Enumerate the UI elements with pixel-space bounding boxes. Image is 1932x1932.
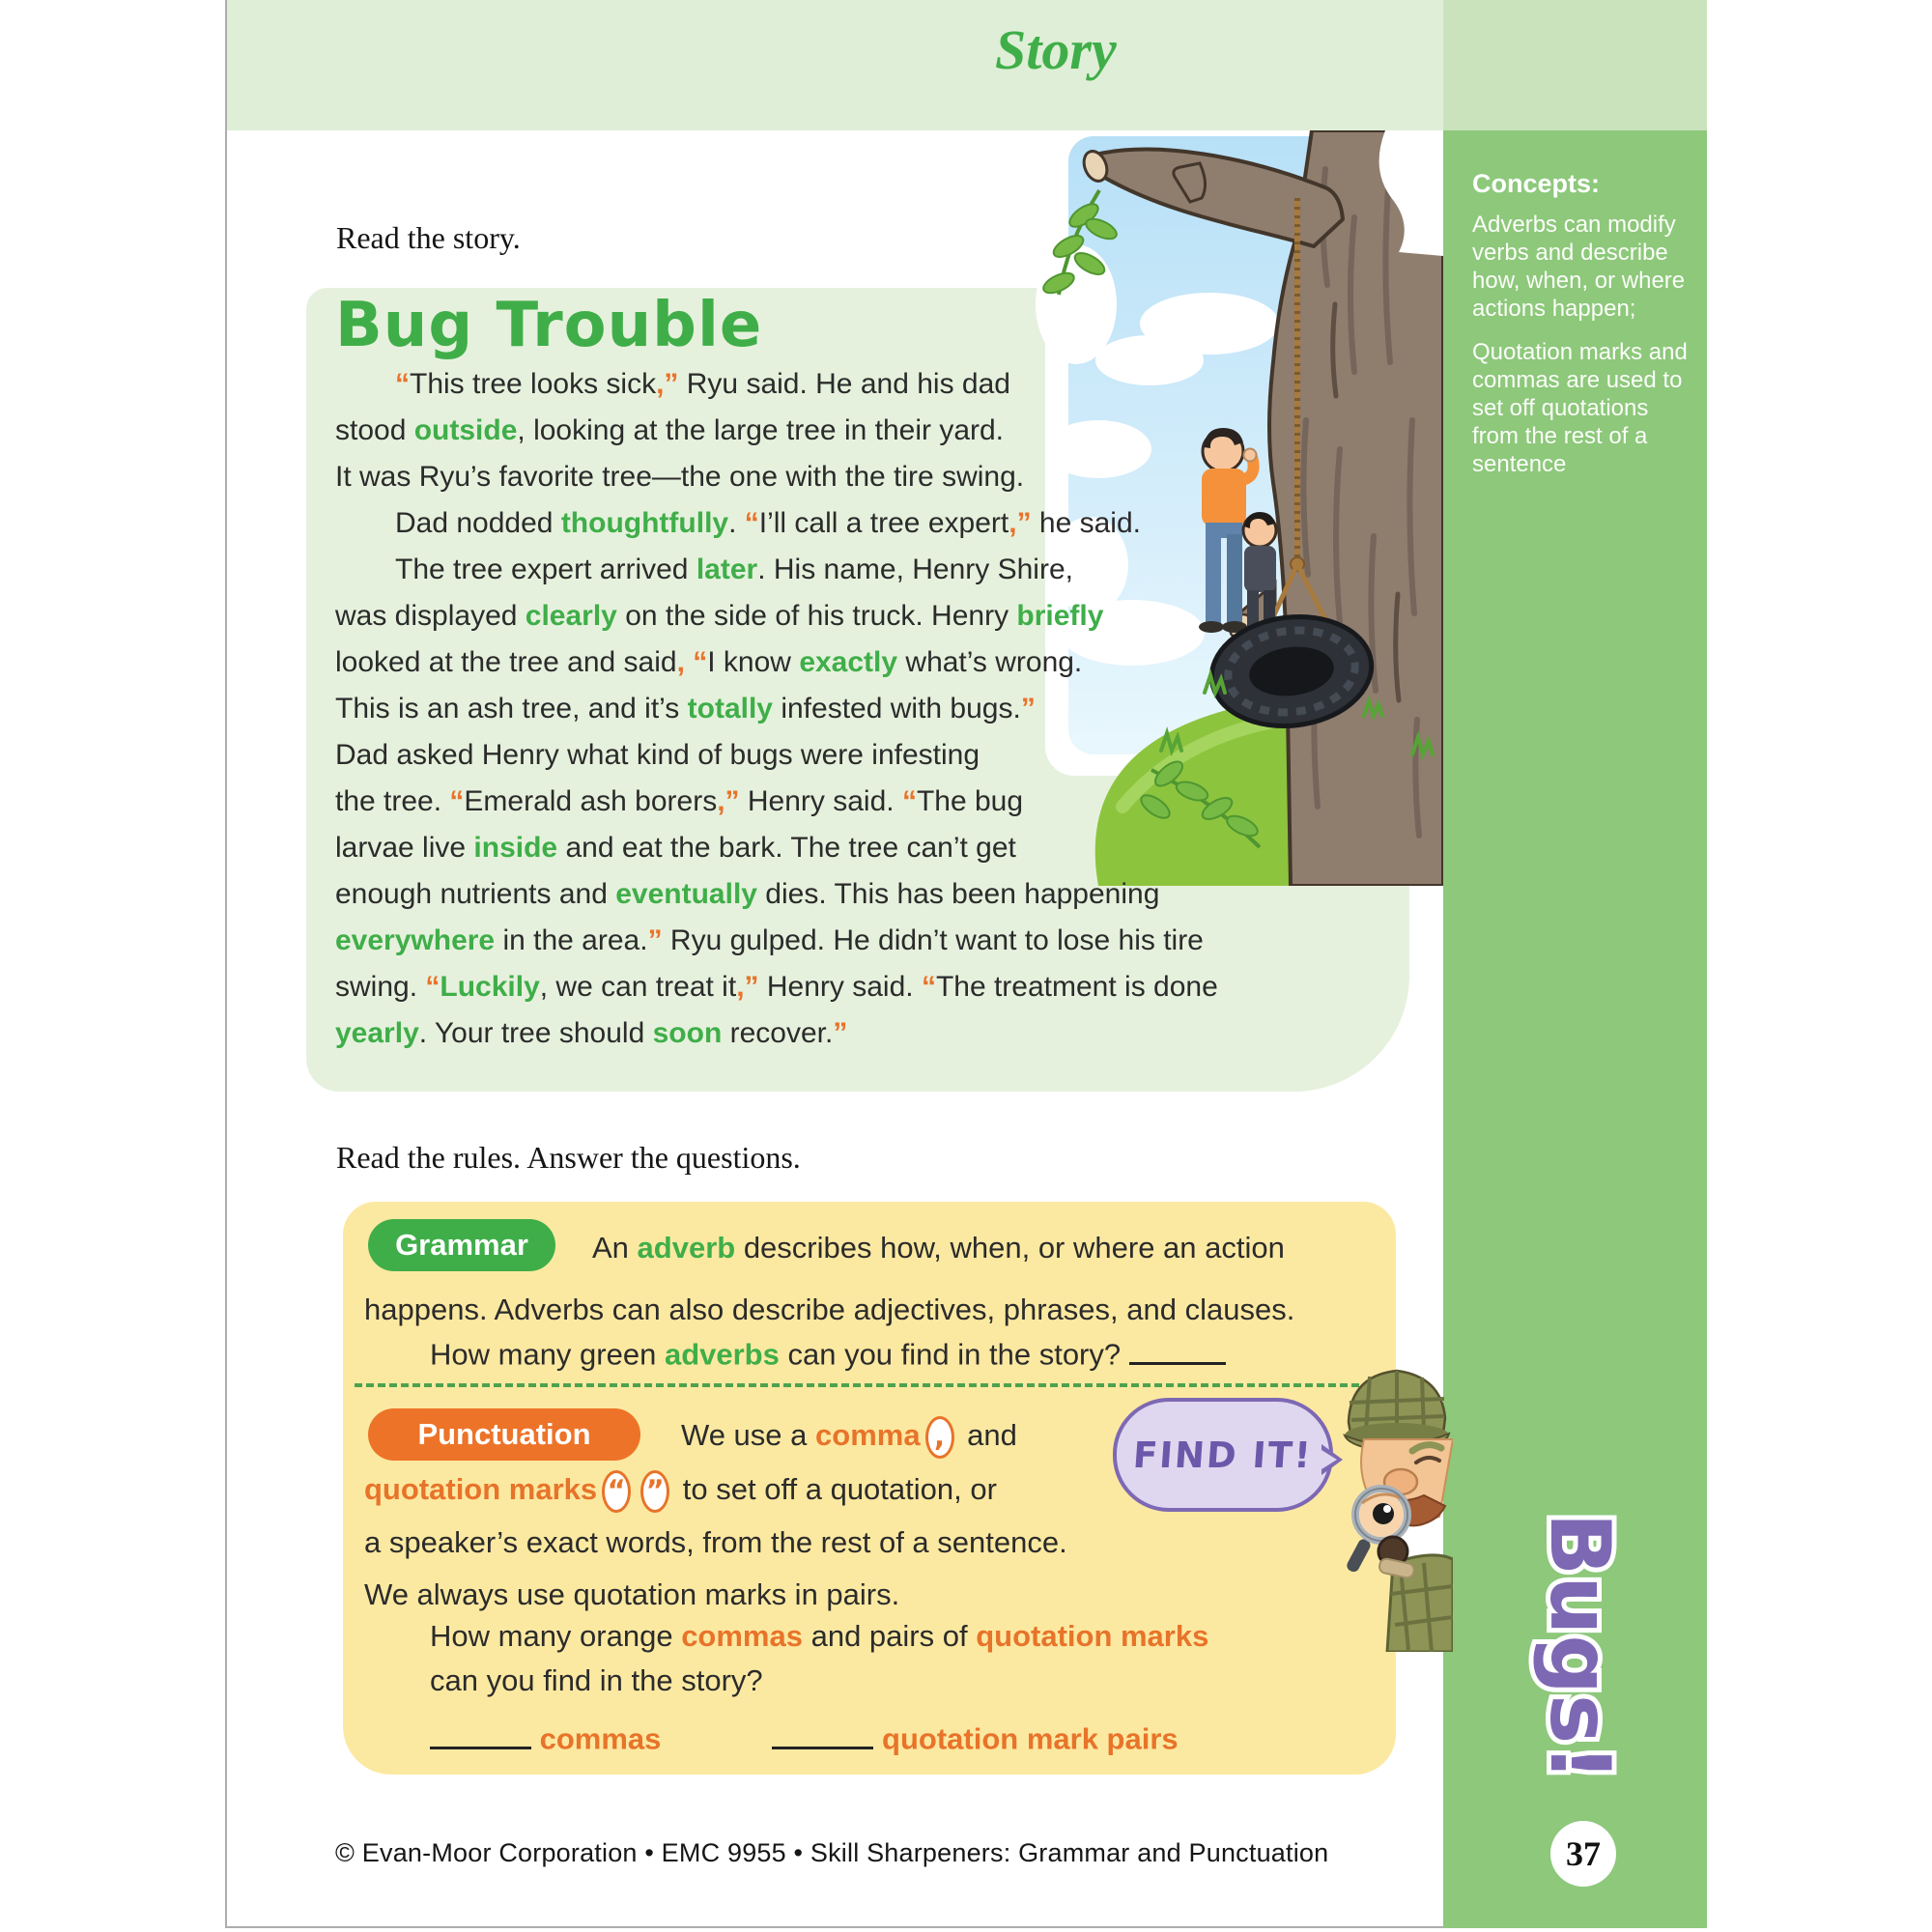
story-title: Bug Trouble (335, 290, 763, 361)
story-text-line (335, 361, 1417, 408)
story-text-line (335, 871, 1417, 918)
text-segment: dies. This has been happening (756, 878, 1160, 910)
text-segment: quotation marks (976, 1619, 1209, 1653)
punctuation-rule-line (364, 1574, 899, 1616)
text-segment: We use a (681, 1418, 816, 1452)
text-segment: Luckily (440, 971, 540, 1003)
text-segment: was displayed (335, 600, 526, 632)
story-text-line (335, 779, 1417, 825)
header-band-right (1443, 0, 1707, 130)
punctuation-rule-line (681, 1414, 1017, 1459)
close-quote: ” (833, 1017, 848, 1049)
story-text-line (335, 918, 1417, 964)
story-text-line (335, 639, 1417, 686)
text-segment: yearly (335, 1017, 419, 1049)
text-segment: , looking at the large tree in their yard. (517, 414, 1005, 446)
text-segment: , (1009, 507, 1017, 539)
header-band (227, 0, 1443, 130)
text-segment: The treatment is done (935, 971, 1218, 1003)
punctuation-badge: Punctuation (368, 1408, 640, 1461)
answer-blank[interactable] (1129, 1333, 1226, 1365)
answer-blank[interactable] (772, 1718, 873, 1749)
text-segment: swing. (335, 971, 426, 1003)
grammar-badge: Grammar (368, 1219, 555, 1271)
story-text-line (335, 500, 1417, 547)
story-text-line (335, 825, 1417, 871)
close-quote-icon (640, 1470, 669, 1513)
text-segment: and eat the bark. The tree can’t get (557, 832, 1016, 864)
text-segment: Dad asked Henry what kind of bugs were infesting (335, 739, 980, 771)
story-text-line (335, 547, 1417, 593)
open-quote: “ (449, 785, 465, 817)
story-text (335, 361, 1417, 1057)
text-segment: a speaker’s exact words, from the rest of a sentence. (364, 1525, 1067, 1559)
text-segment: . (728, 507, 745, 539)
answer-blank[interactable] (430, 1718, 531, 1749)
find-it-speech-bubble (1113, 1398, 1333, 1512)
close-quote: ” (1016, 507, 1032, 539)
text-segment: clearly (525, 600, 617, 632)
open-quote: “ (693, 646, 708, 678)
concepts-content (1472, 169, 1690, 494)
text-segment: can you find in the story? (430, 1663, 763, 1697)
text-segment: the tree. (335, 785, 450, 817)
text-segment: happens. Adverbs can also describe adjectives, phrases, and clauses. (364, 1293, 1295, 1326)
text-segment: exactly (799, 646, 898, 678)
text-segment: Ryu said. He and his dad (678, 368, 1010, 400)
open-quote: “ (425, 971, 440, 1003)
close-quote: ” (664, 368, 679, 400)
concept-item: Adverbs can modify verbs and describe how, when, or where actions happen; (1472, 212, 1686, 322)
text-segment: later (696, 554, 758, 585)
punctuation-rule-line (364, 1521, 1067, 1564)
text-segment: inside (473, 832, 558, 864)
text-segment: eventually (615, 878, 757, 910)
text-segment: Emerald ash borers (464, 785, 718, 817)
story-text-line (335, 593, 1417, 639)
text-segment: everywhere (335, 924, 496, 956)
instruction-read-rules: Read the rules. Answer the questions. (336, 1140, 801, 1175)
text-segment: We always use quotation marks in pairs. (364, 1577, 900, 1611)
punctuation-question (430, 1660, 763, 1702)
bugs-label: Bugs! (1531, 1512, 1628, 1782)
unit-label-vertical (1512, 1488, 1647, 1806)
glyph: ” (645, 1474, 665, 1508)
text-segment: totally (687, 693, 773, 724)
find-it-label: FIND IT! (1131, 1434, 1315, 1476)
text-segment: This is an ash tree, and it’s (335, 693, 688, 724)
close-quote: ” (647, 924, 663, 956)
text-segment: Dad nodded (395, 507, 561, 539)
text-segment: what’s wrong. (897, 646, 1083, 678)
detective-illustration (1337, 1362, 1453, 1652)
text-segment: , (717, 785, 725, 817)
text-segment: I know (707, 646, 800, 678)
text-segment: commas (681, 1619, 803, 1653)
text-segment: and pairs of (802, 1619, 977, 1653)
grammar-rule-line (364, 1289, 1294, 1331)
text-segment: Ryu gulped. He didn’t want to lose his tire (662, 924, 1204, 956)
text-segment: he said. (1031, 507, 1141, 539)
concept-item: Quotation marks and commas are used to set off quotations from the rest of a sentence (1472, 339, 1688, 477)
text-segment: looked at the tree and said (335, 646, 677, 678)
text-segment: Henry said. (758, 971, 922, 1003)
text-segment: describes how, when, or where an action (735, 1231, 1285, 1264)
text-segment (531, 1722, 540, 1756)
grammar-question (430, 1333, 1226, 1377)
close-quote: ” (744, 971, 759, 1003)
text-segment: thoughtfully (560, 507, 729, 539)
text-segment: briefly (1016, 600, 1104, 632)
text-segment: adverb (637, 1231, 736, 1264)
text-segment: outside (413, 414, 518, 446)
text-segment: , (676, 646, 694, 678)
text-segment: This tree looks sick (410, 368, 657, 400)
open-quote: “ (921, 971, 936, 1003)
text-segment: soon (652, 1017, 723, 1049)
text-segment: can you find in the story? (779, 1337, 1129, 1372)
text-segment: adverbs (664, 1337, 780, 1372)
text-segment: The bug (916, 785, 1024, 817)
page-number-badge (1550, 1821, 1616, 1887)
text-segment: An (592, 1231, 638, 1264)
text-segment: quotation mark pairs (882, 1721, 1179, 1756)
magnified-eye (1373, 1503, 1394, 1524)
close-quote: ” (1020, 693, 1036, 724)
punctuation-question (430, 1615, 1208, 1658)
open-quote: “ (395, 368, 410, 400)
text-segment: , (736, 971, 745, 1003)
page-section-label: Story (995, 18, 1117, 81)
text-segment: to set off a quotation, or (674, 1472, 997, 1506)
dashed-divider (355, 1383, 1359, 1387)
text-segment: How many green (430, 1337, 665, 1372)
open-quote-icon (602, 1470, 631, 1513)
story-text-line (335, 732, 1417, 779)
text-segment: and (958, 1418, 1017, 1452)
close-quote: ” (724, 785, 740, 817)
story-text-line (335, 1010, 1417, 1057)
text-segment: stood (335, 414, 414, 446)
page-number: 37 (1566, 1834, 1601, 1873)
text-segment: in the area. (495, 924, 648, 956)
punctuation-rule-line (364, 1468, 997, 1513)
story-text-line (335, 408, 1417, 454)
open-quote: “ (901, 785, 917, 817)
text-segment: Henry said. (739, 785, 902, 817)
text-segment (873, 1722, 882, 1756)
text-segment: enough nutrients and (335, 878, 616, 910)
text-segment: I’ll call a tree expert (758, 507, 1009, 539)
footer-credit: © Evan-Moor Corporation • EMC 9955 • Skill Sharpeners: Grammar and Punctuation (335, 1838, 1329, 1867)
text-segment: quotation marks (364, 1472, 598, 1506)
answer-row (430, 1718, 1179, 1761)
text-segment: . Your tree should (418, 1017, 653, 1049)
grammar-rule-line (592, 1227, 1285, 1269)
instruction-read-story: Read the story. (336, 220, 521, 255)
text-segment: infested with bugs. (773, 693, 1021, 724)
text-segment: , we can treat it (539, 971, 737, 1003)
text-segment: , (656, 368, 665, 400)
story-text-line (335, 964, 1417, 1010)
story-text-line (335, 454, 1417, 500)
open-quote: “ (744, 507, 759, 539)
glyph: , (934, 1420, 946, 1454)
text-segment: larvae live (335, 832, 474, 864)
text-segment: How many orange (430, 1619, 682, 1653)
comma-icon (925, 1416, 954, 1459)
text-segment: commas (539, 1721, 662, 1756)
text-segment: recover. (722, 1017, 834, 1049)
text-segment: The tree expert arrived (395, 554, 696, 585)
story-text-line (335, 686, 1417, 732)
workbook-page (225, 0, 1707, 1928)
text-segment: It was Ryu’s favorite tree—the one with the tire swing. (335, 461, 1025, 493)
text-segment: comma (815, 1418, 921, 1452)
concepts-title: Concepts: (1472, 169, 1601, 198)
text-segment: . His name, Henry Shire, (757, 554, 1073, 585)
glyph: “ (607, 1474, 626, 1508)
text-segment: on the side of his truck. Henry (616, 600, 1017, 632)
